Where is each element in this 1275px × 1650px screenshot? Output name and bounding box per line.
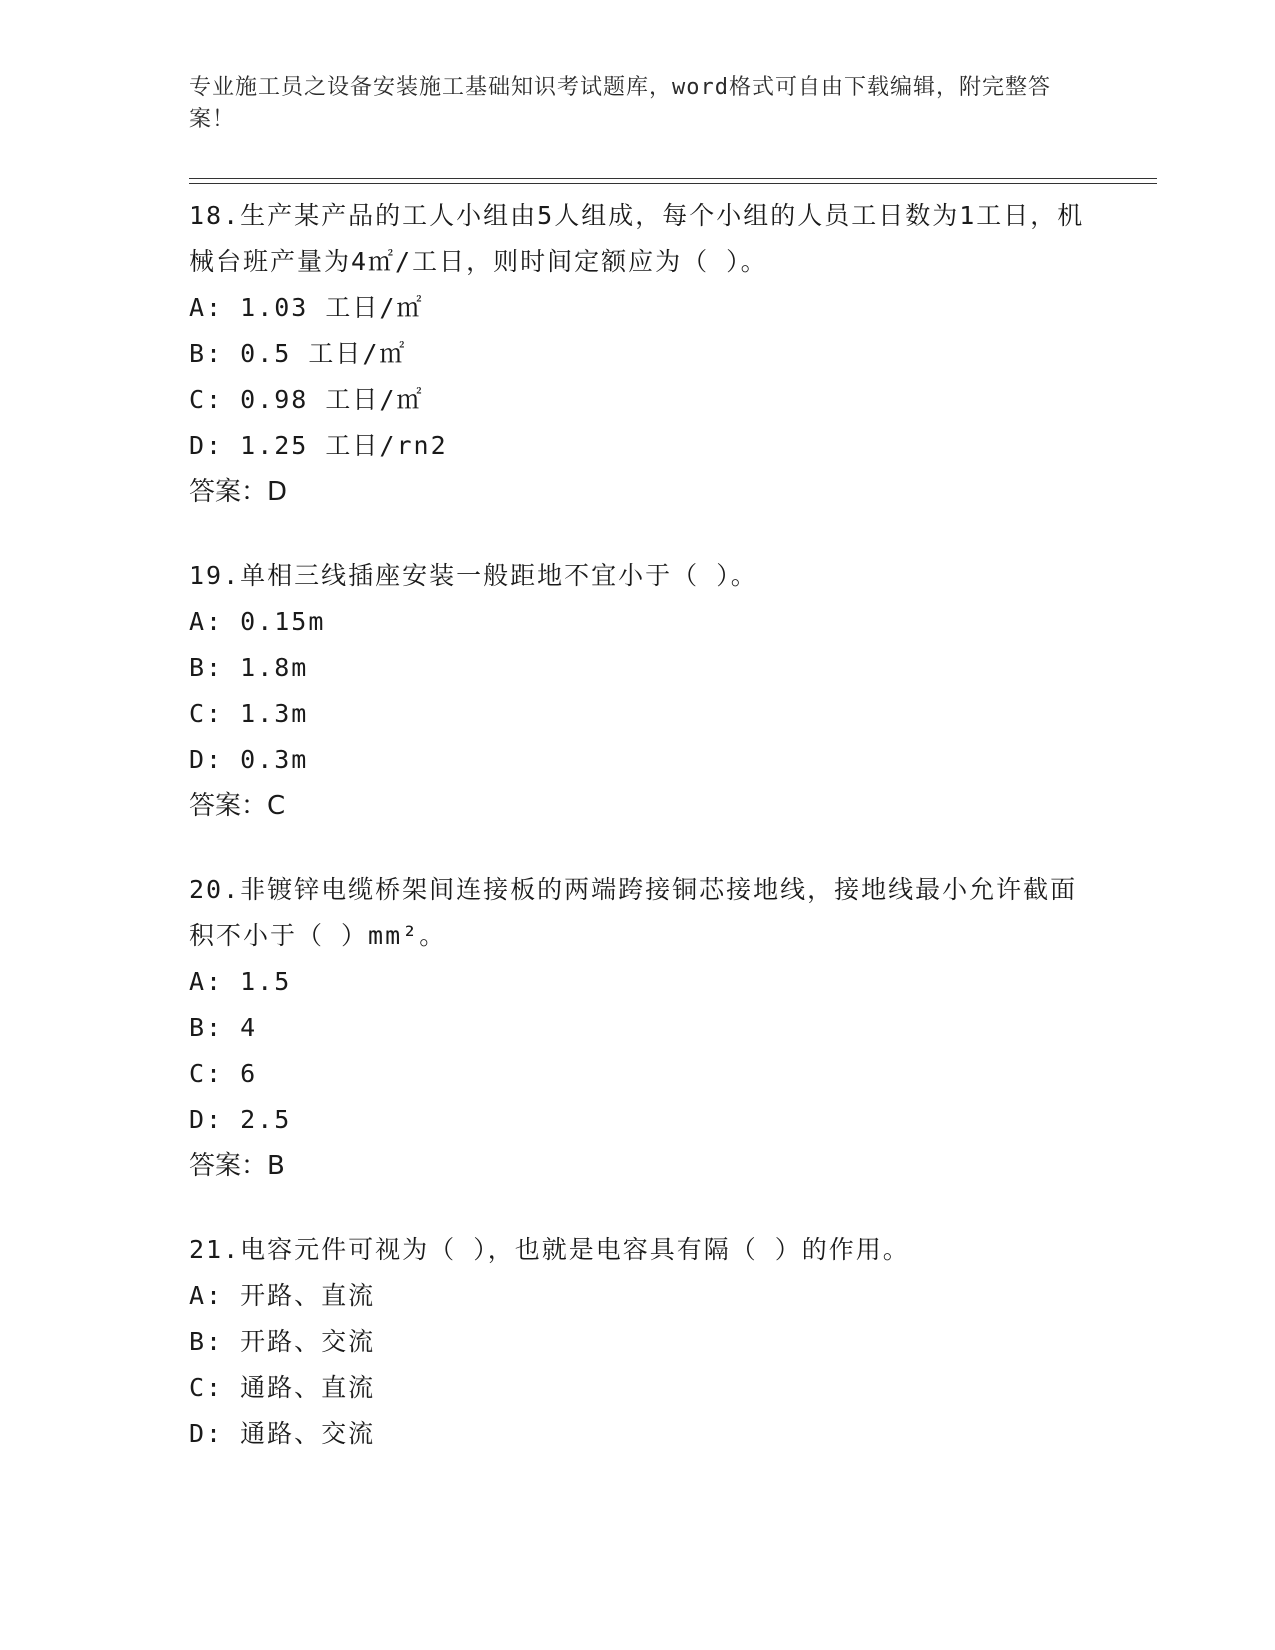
option-a: A: 1.03 工日/㎡ [189, 293, 424, 322]
option-a: A: 1.5 [189, 967, 292, 996]
option-c: C: 1.3m [189, 699, 309, 728]
question-list [189, 193, 1089, 1495]
question-stem: 19.单相三线插座安装一般距地不宜小于（ ）。 [189, 561, 758, 590]
document-header: 专业施工员之设备安装施工基础知识考试题库，word格式可自由下载编辑，附完整答案！ [189, 75, 1051, 132]
question-stem: 21.电容元件可视为（ ），也就是电容具有隔（ ）的作用。 [189, 1235, 910, 1264]
answer-label: 答案：C [189, 791, 286, 821]
question-21 [189, 1227, 1089, 1457]
option-d: D: 1.25 工日/rn2 [189, 431, 448, 460]
question-20 [189, 867, 1089, 1189]
option-b: B: 4 [189, 1013, 258, 1042]
option-c: C: 通路、直流 [189, 1373, 376, 1402]
option-b: B: 0.5 工日/㎡ [189, 339, 407, 368]
question-18 [189, 193, 1089, 515]
option-d: D: 2.5 [189, 1105, 292, 1134]
option-d: D: 通路、交流 [189, 1419, 376, 1448]
answer-label: 答案：D [189, 477, 288, 507]
option-a: A: 0.15m [189, 607, 326, 636]
question-stem: 20.非镀锌电缆桥架间连接板的两端跨接铜芯接地线，接地线最小允许截面积不小于（ ）mm²。 [189, 875, 1078, 950]
option-d: D: 0.3m [189, 745, 309, 774]
option-b: B: 1.8m [189, 653, 309, 682]
question-stem: 18.生产某产品的工人小组由5人组成，每个小组的人员工日数为1工日，机械台班产量为4㎡/工日，则时间定额应为（ ）。 [189, 201, 1085, 276]
header-divider-top [189, 178, 1157, 179]
option-c: C: 0.98 工日/㎡ [189, 385, 424, 414]
header-divider-bottom [189, 183, 1157, 184]
option-c: C: 6 [189, 1059, 258, 1088]
option-a: A: 开路、直流 [189, 1281, 376, 1310]
question-19 [189, 553, 1089, 829]
answer-label: 答案：B [189, 1151, 285, 1181]
option-b: B: 开路、交流 [189, 1327, 376, 1356]
